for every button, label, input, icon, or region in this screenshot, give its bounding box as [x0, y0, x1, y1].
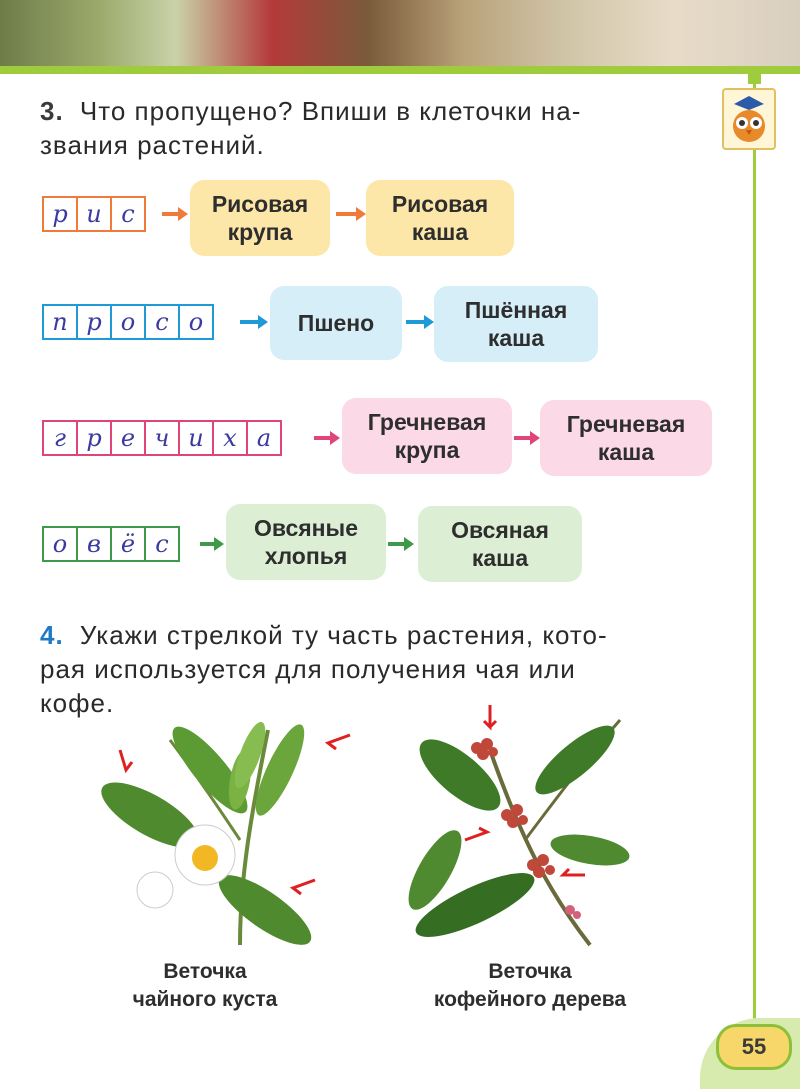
letter-cell[interactable]: с [144, 304, 180, 340]
task3-line2: звания растений. [40, 130, 265, 160]
letter-cell[interactable]: а [246, 420, 282, 456]
letter-cell[interactable]: о [178, 304, 214, 340]
letter-cells-buckwheat [42, 420, 280, 456]
owl-icon [722, 88, 776, 150]
arrow-icon [200, 542, 216, 546]
letter-cell[interactable]: р [76, 304, 112, 340]
header-photo-banner [0, 0, 800, 72]
task3-text [40, 94, 690, 162]
letter-cell[interactable]: с [144, 526, 180, 562]
letter-cells-rice [42, 196, 144, 232]
task4-line1: Укажи стрелкой ту часть растения, кото- [79, 620, 608, 650]
oat-porridge-box: Овсяная каша [418, 506, 582, 582]
buckwheat-porridge-box: Гречневая каша [540, 400, 712, 476]
letter-cells-millet [42, 304, 212, 340]
arrow-icon [336, 212, 358, 216]
rice-groats-box: Рисовая крупа [190, 180, 330, 256]
letter-cell[interactable]: х [212, 420, 248, 456]
letter-cell[interactable]: е [110, 420, 146, 456]
header-divider [0, 66, 800, 74]
coffee-branch-image [405, 700, 635, 955]
arrow-icon [465, 828, 487, 840]
letter-cell[interactable]: ё [110, 526, 146, 562]
arrow-icon [120, 750, 132, 770]
letter-cell[interactable]: и [178, 420, 214, 456]
tea-caption: Веточка чайного куста [132, 960, 278, 1011]
arrow-icon [293, 880, 315, 894]
arrow-icon [314, 436, 332, 440]
arrow-icon [406, 320, 426, 324]
arrow-icon [328, 735, 350, 749]
millet-groats-box: Пшено [270, 286, 402, 360]
task4-line3: кофе. [40, 688, 115, 718]
letter-cell[interactable]: ч [144, 420, 180, 456]
arrow-icon [514, 436, 532, 440]
letter-cell[interactable]: о [110, 304, 146, 340]
task3-number: 3. [40, 96, 64, 126]
letter-cells-oats [42, 526, 178, 562]
arrow-icon [240, 320, 260, 324]
letter-cell[interactable]: р [42, 196, 78, 232]
letter-cell[interactable]: р [76, 420, 112, 456]
letter-cell[interactable]: в [76, 526, 112, 562]
task4-number: 4. [40, 620, 64, 650]
letter-cell[interactable]: с [110, 196, 146, 232]
arrow-icon [388, 542, 406, 546]
margin-line [753, 74, 756, 1024]
arrow-icon [162, 212, 180, 216]
arrow-icon [563, 869, 585, 875]
buckwheat-groats-box: Гречневая крупа [342, 398, 512, 474]
tea-branch-image [90, 710, 360, 950]
oat-flakes-box: Овсяные хлопья [226, 504, 386, 580]
letter-cell[interactable]: п [42, 304, 78, 340]
letter-cell[interactable]: г [42, 420, 78, 456]
letter-cell[interactable]: о [42, 526, 78, 562]
arrow-icon [484, 705, 496, 727]
coffee-caption: Веточка кофейного дерева [433, 960, 627, 1011]
letter-cell[interactable]: и [76, 196, 112, 232]
margin-bullet [748, 74, 761, 84]
task3-line1: Что пропущено? Впиши в клеточки на- [79, 96, 582, 126]
millet-porridge-box: Пшённая каша [434, 286, 598, 362]
task4-line2: рая используется для получения чая или [40, 654, 576, 684]
page-number: 55 [716, 1024, 792, 1070]
rice-porridge-box: Рисовая каша [366, 180, 514, 256]
